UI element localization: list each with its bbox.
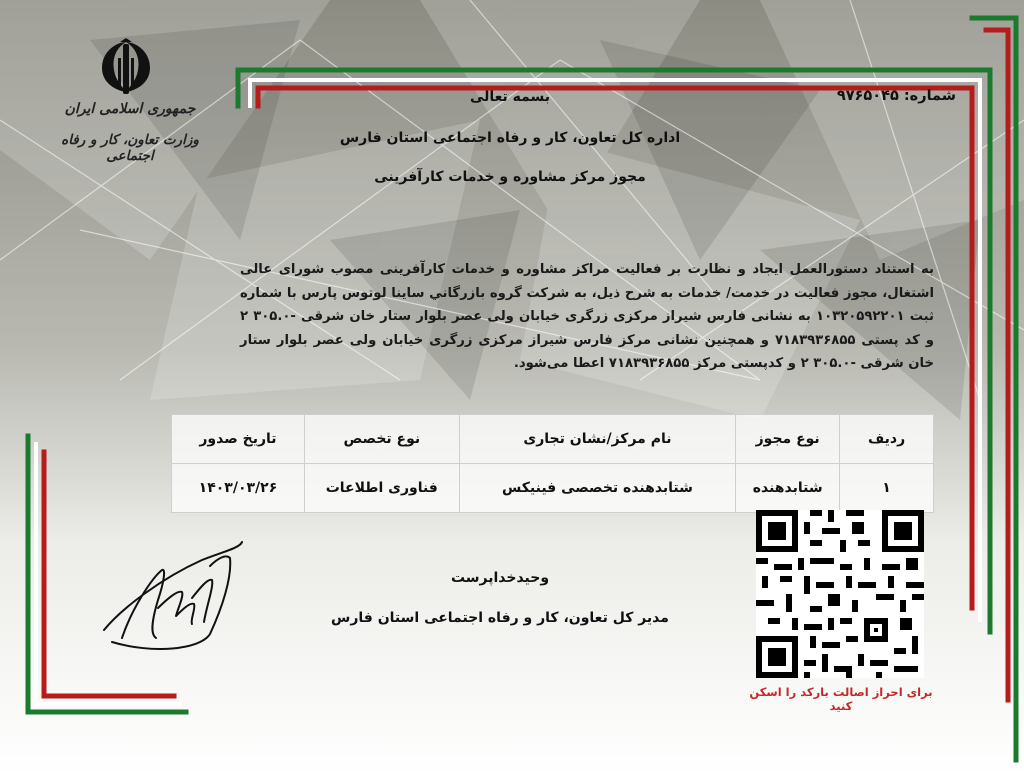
basmala: بسمه تعالی [469,89,551,105]
iran-emblem [94,38,158,98]
col-header-issue-date: تاریخ صدور [172,415,305,464]
department-title: اداره کل تعاون، کار و رفاه اجتماعی استان فارس [339,130,681,146]
emblem-line-2: وزارت تعاون، کار و رفاه اجتماعی [61,132,199,164]
emblem-line-1: جمهوری اسلامی ایران [64,101,196,117]
cell-issue-date: ۱۴۰۳/۰۳/۲۶ [172,464,305,513]
cell-row-number: ۱ [840,464,934,513]
signatory-title: مدیر کل تعاون، کار و رفاه اجتماعی استان فارس [331,610,669,626]
license-title: مجوز مرکز مشاوره و خدمات کارآفرینی [374,169,646,185]
license-body-paragraph: به استناد دستورالعمل ایجاد و نظارت بر فعالیت مراکز مشاوره و خدمات کارآفرینی مصوب شورای عالی اشتغال، مجوز فعالیت در خدمت/ خدمات به شرح ذیل، به شرکت گروه بازرگاني ساينا لوتوس پارس با شماره ثبت ۱۰۳۲۰۵۹۲۲۰۱ به نشانی فارس شیراز مرکزی زرگری خیابان ولی عصر بلوار ستار خان شرقی -۳۰۵.۰ ۲ و کد پستی ۷۱۸۳۹۳۶۸۵۵ و همچنین نشانی مرکز فارس شیراز مرکزی زرگری خیابان ولی عصر بلوار ستار خان شرقی -۳۰۵.۰ ۲ و کدپستی مرکز ۷۱۸۳۹۳۶۸۵۵ اعطا می‌شود. [240,262,935,371]
col-header-center-name: نام مرکز/نشان تجاری [459,415,736,464]
table-row [172,464,934,513]
license-table [171,414,934,513]
cell-center-name: شتابدهنده تخصصی فینیکس [459,464,736,513]
cell-specialty: فناوری اطلاعات [304,464,459,513]
table-header-row [172,415,934,464]
qr-verification-note: برای احراز اصالت بارکد را اسکن کنید [749,685,933,713]
cell-license-type: شتابدهنده [736,464,840,513]
col-header-license-type: نوع مجوز [736,415,840,464]
signatory-name: وحیدخداپرست [450,570,550,586]
col-header-row-number: ردیف [840,415,934,464]
handwritten-signature [92,538,252,658]
document-number [810,88,956,104]
col-header-specialty: نوع تخصص [304,415,459,464]
qr-code[interactable] [756,510,924,678]
number-value: ۹۷۶۵۰۴۵ [836,88,899,104]
number-label: شماره: [903,88,956,104]
